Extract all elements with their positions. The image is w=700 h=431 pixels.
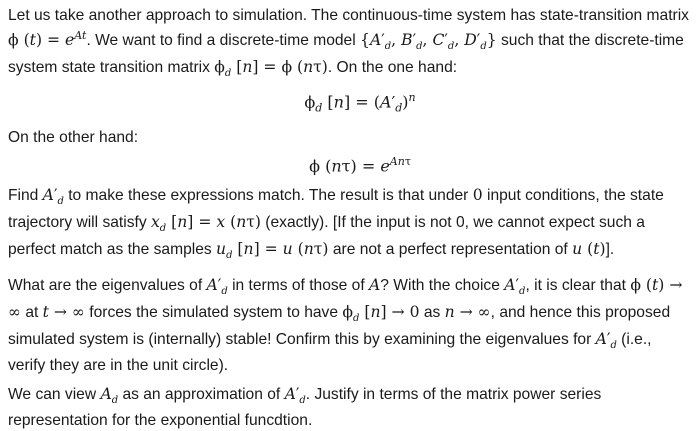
- equation-discrete-transition: $\phi_d$ $[n] = (A'_d)^n$: [304, 91, 416, 115]
- eigenvalues-paragraph: What are the eigenvalues of $A'_d$ in terms of those of A? With the choice $A'_d$, it is clear that ϕ (t) → ∞ at t → ∞ forces the simulated system to have $\phi_d$ [n] → 0 as n → ∞, and hence this proposed simulated system is (internally) stable! Confirm this by examining the eigenvalues for $A'_d$ (i.e., verify they are in the unit circle).: [8, 275, 683, 374]
- equation-sampled-transition: ϕ $(n\tau) = e^{An\tau}$: [309, 154, 411, 176]
- approximation-paragraph: We can view $A_d$ as an approximation of $A'_d$. Justify in terms of the matrix power series representation for the exponential funcdtion.: [8, 384, 602, 430]
- find-matrix-paragraph: Find $A'_d$ to make these expressions match. The result is that under 0 input conditions, the state trajectory will satisfy $x_d$ [n] = x (nτ) (exactly). [If the input is not 0, we cannot expect such a perfect match as the samples $u_d$ [n] = u (nτ) are not a perfect representation of u (t)].: [8, 186, 664, 262]
- other-hand-label: On the other hand:: [8, 128, 139, 146]
- intro-paragraph: Let us take another approach to simulation. The continuous-time system has state-transition matrix ϕ $(t) = e^{At}$. We want to find a discrete-time model {$A'_d$, $B'_d$, $C'_d$, $D'_d$} such that the discrete-time system state transition matrix $\phi_d$ [n] = ϕ (nτ). On the one hand:: [8, 7, 689, 80]
